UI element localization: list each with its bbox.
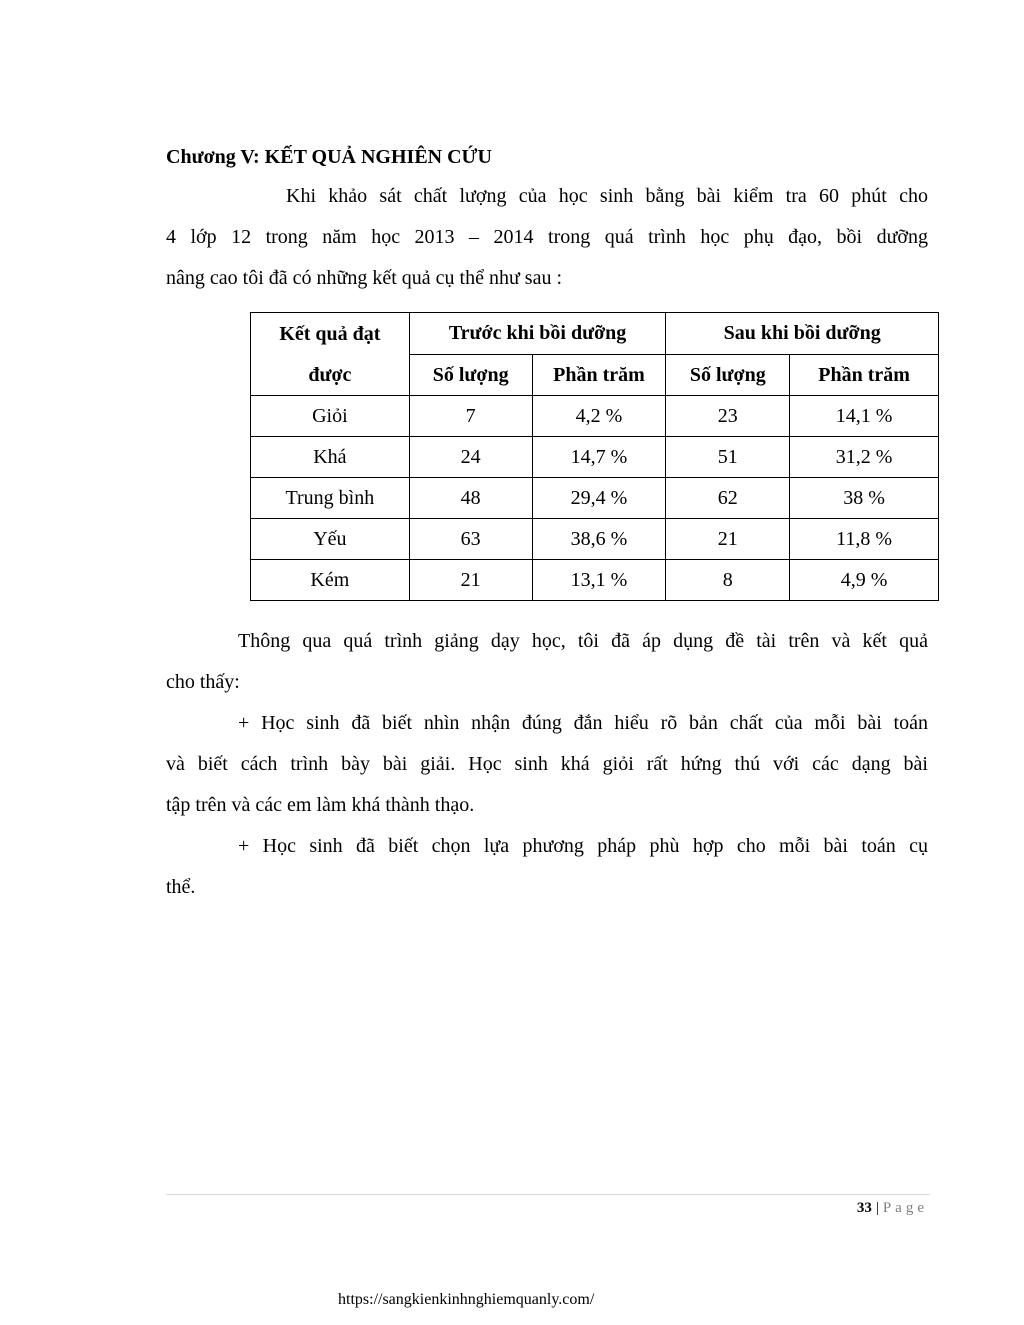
conclusion-line: + Học sinh đã biết chọn lựa phương pháp phù hợp cho mỗi bài toán cụ: [238, 835, 928, 857]
row-label: Trung bình: [251, 478, 410, 519]
before-percent: 4,2 %: [532, 396, 666, 437]
after-count: 51: [666, 437, 790, 478]
conclusion-line: + Học sinh đã biết nhìn nhận đúng đắn hiểu rõ bản chất của mỗi bài toán: [238, 712, 928, 734]
header-before: Trước khi bồi dưỡng: [409, 313, 666, 355]
row-label: Giỏi: [251, 396, 410, 437]
after-count: 8: [666, 560, 790, 601]
before-percent: 38,6 %: [532, 519, 666, 560]
after-percent: 14,1 %: [790, 396, 939, 437]
page-word: Page: [882, 1200, 928, 1216]
after-percent: 31,2 %: [790, 437, 939, 478]
conclusion-line: thể.: [166, 876, 196, 898]
after-percent: 4,9 %: [790, 560, 939, 601]
before-percent: 13,1 %: [532, 560, 666, 601]
before-count: 7: [409, 396, 532, 437]
intro-paragraph: [166, 176, 928, 299]
row-label: Khá: [251, 437, 410, 478]
before-count: 48: [409, 478, 532, 519]
conclusion-paragraph: [166, 621, 928, 908]
intro-line: 4 lớp 12 trong năm học 2013 – 2014 trong quá trình học phụ đạo, bồi dưỡng: [166, 226, 928, 248]
conclusion-line: Thông qua quá trình giảng dạy học, tôi đã áp dụng đề tài trên và kết quả: [238, 630, 928, 652]
before-count: 24: [409, 437, 532, 478]
subheader-after-percent: Phần trăm: [790, 354, 939, 396]
conclusion-line: cho thấy:: [166, 671, 240, 693]
table-row: [251, 478, 939, 519]
header-result: [251, 313, 410, 396]
intro-line: nâng cao tôi đã có những kết quả cụ thể như sau :: [166, 267, 563, 289]
table-row: [251, 396, 939, 437]
page-number: 33: [856, 1200, 872, 1216]
before-count: 21: [409, 560, 532, 601]
before-count: 63: [409, 519, 532, 560]
table-row: [251, 437, 939, 478]
header-after: Sau khi bồi dưỡng: [666, 313, 939, 355]
conclusion-line: và biết cách trình bày bài giải. Học sinh khá giỏi rất hứng thú với các dạng bài: [166, 753, 928, 775]
conclusion-line: tập trên và các em làm khá thành thạo.: [166, 794, 475, 816]
intro-line: Khi khảo sát chất lượng của học sinh bằng bài kiểm tra 60 phút cho: [286, 185, 928, 207]
subheader-before-percent: Phần trăm: [532, 354, 666, 396]
before-percent: 29,4 %: [532, 478, 666, 519]
after-percent: 11,8 %: [790, 519, 939, 560]
header-result-line2: được: [308, 363, 352, 386]
subheader-before-count: Số lượng: [409, 354, 532, 396]
table-header-row: [251, 313, 939, 355]
table-row: [251, 519, 939, 560]
before-percent: 14,7 %: [532, 437, 666, 478]
after-count: 23: [666, 396, 790, 437]
row-label: Kém: [251, 560, 410, 601]
chapter-heading: Chương V: KẾT QUẢ NGHIÊN CỨU: [166, 146, 492, 168]
after-count: 62: [666, 478, 790, 519]
after-percent: 38 %: [790, 478, 939, 519]
table-row: [251, 560, 939, 601]
header-result-line1: Kết quả đạt: [279, 322, 381, 345]
footer-divider: [166, 1194, 930, 1195]
row-label: Yếu: [251, 519, 410, 560]
page-separator: |: [875, 1200, 879, 1216]
results-table: [250, 312, 939, 601]
source-url: https://sangkienkinhnghiemquanly.com/: [338, 1291, 595, 1308]
subheader-after-count: Số lượng: [666, 354, 790, 396]
after-count: 21: [666, 519, 790, 560]
page-footer: [857, 1198, 928, 1218]
